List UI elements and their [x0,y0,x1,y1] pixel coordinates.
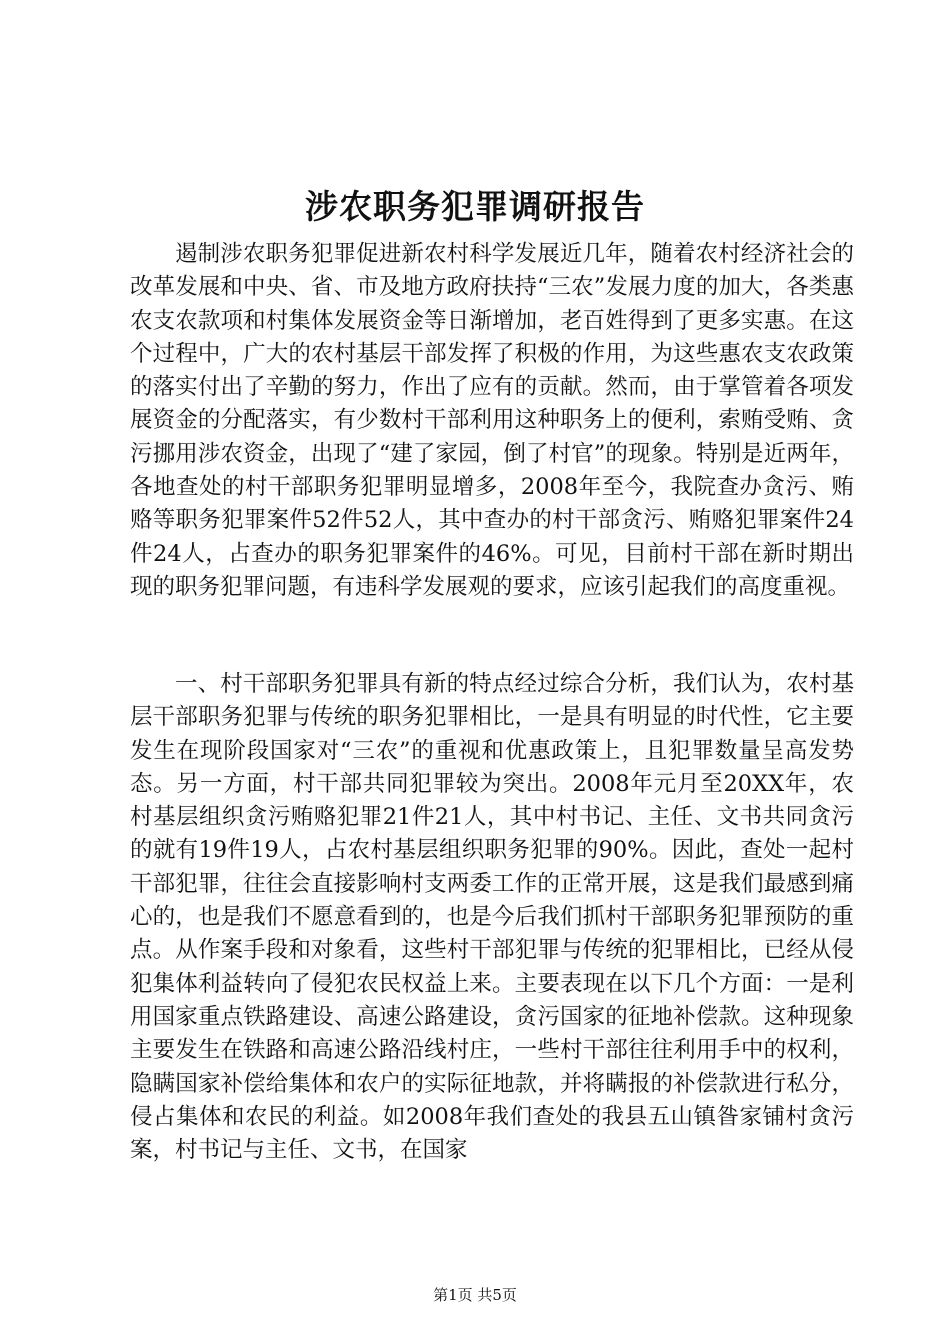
document-title: 涉农职务犯罪调研报告 [305,187,645,226]
page-number-footer: 第1页 共5页 [433,1286,517,1304]
paragraph-intro: 遏制涉农职务犯罪促进新农村科学发展近几年，随着农村经济社会的改革发展和中央、省、市及地方政府扶持“三农”发展力度的加大，各类惠农支农款项和村集体发展资金等日渐增加，老百姓得到了更多实惠。在这个过程中，广大的农村基层干部发挥了积极的作用，为这些惠农支农政策的落实付出了辛勤的努力，作出了应有的贡献。然而，由于掌管着各项发展资金的分配落实，有少数村干部利用这种职务上的便利，索贿受贿、贪污挪用涉农资金，出现了“建了家园，倒了村官”的现象。特别是近两年，各地查处的村干部职务犯罪明显增多，2008年至今，我院查办贪污、贿赂等职务犯罪案件52件52人，其中查办的村干部贪污、贿赂犯罪案件24件24人，占查办的职务犯罪案件的46%。可见，目前村干部在新时期出现的职务犯罪问题，有违科学发展观的要求，应该引起我们的高度重视。 [130,241,854,600]
paragraph-section-one: 一、村干部职务犯罪具有新的特点经过综合分析，我们认为，农村基层干部职务犯罪与传统的职务犯罪相比，一是具有明显的时代性，它主要发生在现阶段国家对“三农”的重视和优惠政策上，且犯罪数量呈高发势态。另一方面，村干部共同犯罪较为突出。2008年元月至20XX年，农村基层组织贪污贿赂犯罪21件21人，其中村书记、主任、文书共同贪污的就有19件19人，占农村基层组织职务犯罪的90%。因此，查处一起村干部犯罪，往往会直接影响村支两委工作的正常开展，这是我们最感到痛心的，也是我们不愿意看到的，也是今后我们抓村干部职务犯罪预防的重点。从作案手段和对象看，这些村干部犯罪与传统的犯罪相比，已经从侵犯集体利益转向了侵犯农民权益上来。主要表现在以下几个方面：一是利用国家重点铁路建设、高速公路建设，贪污国家的征地补偿款。这种现象主要发生在铁路和高速公路沿线村庄，一些村干部往往利用手中的权利，隐瞒国家补偿给集体和农户的实际征地款，并将瞒报的补偿款进行私分，侵占集体和农民的利益。如2008年我们查处的我县五山镇昝家铺村贪污案，村书记与主任、文书，在国家 [130,671,854,1164]
